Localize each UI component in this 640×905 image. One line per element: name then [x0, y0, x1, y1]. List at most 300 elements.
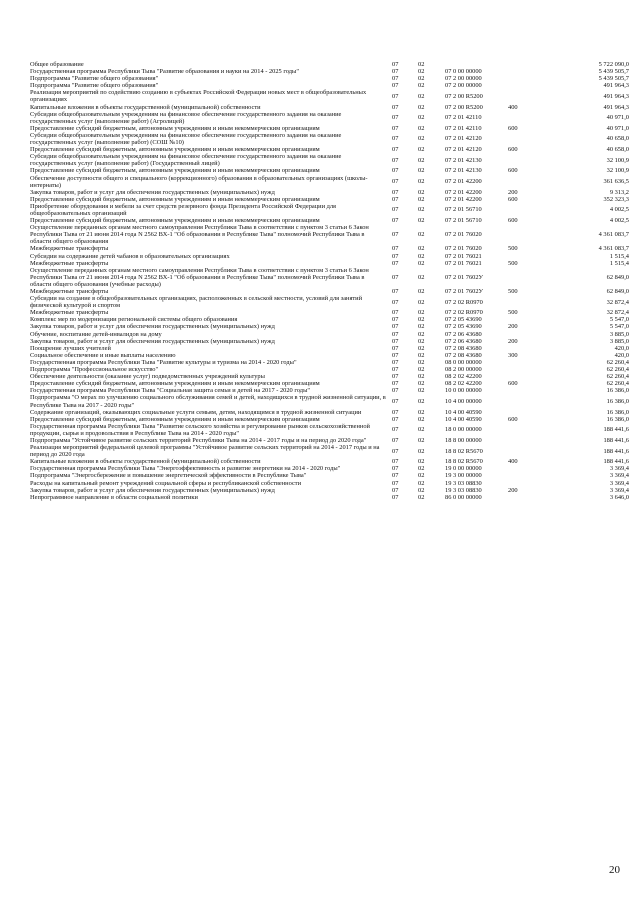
- table-row: [30, 416, 630, 423]
- table-row: [30, 331, 630, 338]
- row-name: Закупка товаров, работ и услуг для обеспечения государственных (муниципальных) нужд: [30, 486, 275, 494]
- row-subsection: 02: [418, 288, 425, 295]
- row-subsection: 02: [418, 146, 425, 154]
- row-target-article: 19 3 03 08830: [445, 479, 482, 487]
- row-section: 07: [392, 298, 399, 306]
- row-amount: 62 260,4: [606, 373, 629, 381]
- row-amount: 16 386,0: [606, 397, 629, 405]
- row-section: 07: [392, 323, 399, 331]
- row-section: 07: [392, 344, 399, 352]
- row-subsection: 02: [418, 493, 425, 501]
- row-subsection: 02: [418, 114, 425, 122]
- row-subsection: 02: [418, 135, 425, 143]
- row-name: Предоставление субсидий бюджетным, автономным учреждениям и иным некоммерческим организациям: [30, 195, 320, 203]
- row-name: Непрограммное направление в области социальной политики: [30, 493, 198, 501]
- row-section: 07: [392, 252, 399, 260]
- row-subsection: 02: [418, 387, 425, 395]
- row-amount: 4 361 083,7: [598, 231, 629, 239]
- row-subsection: 02: [418, 245, 425, 253]
- row-target-article: 07 2 01 76021: [445, 259, 482, 267]
- row-target-article: 07 2 08 43680: [445, 344, 482, 352]
- row-amount: 32 100,9: [606, 156, 629, 164]
- row-amount: 352 323,3: [603, 195, 629, 203]
- row-name: Социальное обеспечение и иные выплаты населению: [30, 351, 176, 359]
- row-expense-type: 600: [508, 415, 518, 423]
- row-target-article: 10 0 00 00000: [445, 387, 482, 395]
- row-amount: 40 658,0: [606, 135, 629, 143]
- row-target-article: 07 2 01 42130: [445, 167, 482, 175]
- table-row: [30, 153, 630, 167]
- row-name: Комплекс мер по модернизации региональной системы общего образования: [30, 316, 238, 324]
- row-name: Предоставление субсидий бюджетным, автономным учреждениям и иным некоммерческим организациям: [30, 124, 320, 132]
- table-row: [30, 373, 630, 380]
- table-row: [30, 132, 630, 146]
- row-subsection: 02: [418, 351, 425, 359]
- row-expense-type: 300: [508, 351, 518, 359]
- row-amount: 3 369,4: [609, 472, 629, 480]
- row-subsection: 02: [418, 75, 425, 83]
- row-section: 07: [392, 217, 399, 225]
- row-amount: 188 441,6: [603, 436, 629, 444]
- row-expense-type: 500: [508, 309, 518, 317]
- row-expense-type: 200: [508, 486, 518, 494]
- row-subsection: 02: [418, 366, 425, 374]
- row-target-article: 07 2 00 00000: [445, 82, 482, 90]
- table-row: [30, 323, 630, 330]
- row-section: 07: [392, 135, 399, 143]
- row-name: Капитальные вложения в объекты государственной (муниципальной) собственности: [30, 103, 261, 111]
- row-amount: 3 369,4: [609, 479, 629, 487]
- row-amount: 16 386,0: [606, 387, 629, 395]
- row-name: Предоставление субсидий бюджетным, автономным учреждениям и иным некоммерческим организациям: [30, 167, 320, 175]
- row-subsection: 02: [418, 252, 425, 260]
- row-name: Субсидии на содержание детей чабанов в образовательных организациях: [30, 252, 230, 260]
- row-subsection: 02: [418, 217, 425, 225]
- row-amount: 62 849,0: [606, 273, 629, 281]
- row-subsection: 02: [418, 373, 425, 381]
- row-name: Субсидии общеобразовательным учреждениям на финансовое обеспечение государственного задания на оказание государственных услуг (выполнение работ) (Государственный лицей): [30, 153, 342, 168]
- table-row: [30, 68, 630, 75]
- row-name: Подпрограмма "Развитие общего образования": [30, 75, 159, 83]
- row-section: 07: [392, 458, 399, 466]
- row-subsection: 02: [418, 486, 425, 494]
- table-row: [30, 409, 630, 416]
- row-target-article: 08 0 00 00000: [445, 358, 482, 366]
- row-amount: 40 658,0: [606, 146, 629, 154]
- row-amount: 491 964,3: [603, 103, 629, 111]
- table-row: [30, 480, 630, 487]
- row-name: Государственная программа Республики Тыва "Развитие сельского хозяйства и регулирование рынков сельскохозяйственной продукции, сырья и продовольствия в Республике Тыва на 2014 - 2020 годы": [30, 422, 370, 437]
- row-section: 07: [392, 146, 399, 154]
- row-section: 07: [392, 245, 399, 253]
- row-target-article: 07 2 01 42130: [445, 156, 482, 164]
- row-section: 07: [392, 415, 399, 423]
- table-row: [30, 494, 630, 501]
- row-amount: 491 964,3: [603, 92, 629, 100]
- row-name: Государственная программа Республики Тыва "Энергоэффективность и развитие энергетики на 2014 - 2020 годы": [30, 465, 341, 473]
- table-row: [30, 203, 630, 217]
- row-expense-type: 400: [508, 458, 518, 466]
- row-subsection: 02: [418, 426, 425, 434]
- row-subsection: 02: [418, 82, 425, 90]
- table-row: [30, 288, 630, 295]
- row-amount: 361 636,5: [603, 178, 629, 186]
- table-row: [30, 196, 630, 203]
- row-subsection: 02: [418, 124, 425, 132]
- row-expense-type: 600: [508, 124, 518, 132]
- row-section: 07: [392, 114, 399, 122]
- row-subsection: 02: [418, 316, 425, 324]
- row-subsection: 02: [418, 92, 425, 100]
- row-name: Приобретение оборудования и мебели за счет средств резервного фонда Президента Российской Федерации для общеобразовательных организаций: [30, 202, 336, 217]
- row-section: 07: [392, 337, 399, 345]
- row-name: Реализация мероприятий по содействию созданию в субъектах Российской Федерации новых мест в общеобразовательных организациях: [30, 89, 367, 104]
- row-section: 07: [392, 273, 399, 281]
- table-row: [30, 146, 630, 153]
- row-target-article: 07 2 01 42200: [445, 195, 482, 203]
- table-row: [30, 472, 630, 479]
- row-subsection: 02: [418, 458, 425, 466]
- row-section: 07: [392, 188, 399, 196]
- table-row: [30, 253, 630, 260]
- row-amount: 16 386,0: [606, 408, 629, 416]
- row-subsection: 02: [418, 330, 425, 338]
- row-name: Межбюджетные трансферты: [30, 245, 109, 253]
- row-name: Государственная программа Республики Тыва "Социальная защита семьи и детей на 2017 - 2020 годы": [30, 387, 310, 395]
- row-amount: 188 441,6: [603, 426, 629, 434]
- row-subsection: 02: [418, 380, 425, 388]
- row-expense-type: 500: [508, 259, 518, 267]
- row-section: 07: [392, 61, 399, 68]
- row-section: 07: [392, 178, 399, 186]
- row-subsection: 02: [418, 298, 425, 306]
- row-target-article: 07 2 06 43680: [445, 330, 482, 338]
- row-amount: 5 547,0: [609, 323, 629, 331]
- row-target-article: 18 0 00 00000: [445, 426, 482, 434]
- row-name: Реализация мероприятий федеральной целевой программы "Устойчивое развитие сельских территорий на 2014 - 2017 годы и на период до 2020 года: [30, 444, 380, 459]
- row-name: Общее образование: [30, 61, 84, 68]
- row-section: 07: [392, 206, 399, 214]
- row-amount: 1 515,4: [609, 252, 629, 260]
- row-section: 07: [392, 103, 399, 111]
- row-section: 07: [392, 82, 399, 90]
- row-subsection: 02: [418, 415, 425, 423]
- table-row: [30, 437, 630, 444]
- row-expense-type: 400: [508, 103, 518, 111]
- row-amount: 1 515,4: [609, 259, 629, 267]
- table-row: [30, 82, 630, 89]
- table-row: [30, 345, 630, 352]
- table-row: [30, 224, 630, 245]
- row-name: Подпрограмма "Энергосбережение и повышение энергетической эффективности в Республике Тыва": [30, 472, 307, 480]
- table-row: [30, 359, 630, 366]
- row-section: 07: [392, 358, 399, 366]
- row-target-article: 19 3 03 08830: [445, 486, 482, 494]
- table-row: [30, 338, 630, 345]
- row-target-article: 07 2 01 76020: [445, 231, 482, 239]
- row-section: 07: [392, 351, 399, 359]
- row-amount: 3 646,0: [609, 493, 629, 501]
- row-target-article: 07 2 00 R5200: [445, 103, 483, 111]
- row-name: Субсидии на создание в общеобразовательных организациях, расположенных в сельской местности, условий для занятий физической культурой и спортом: [30, 295, 363, 310]
- table-row: [30, 104, 630, 111]
- row-name: Межбюджетные трансферты: [30, 309, 109, 317]
- row-amount: 9 313,2: [609, 188, 629, 196]
- row-amount: 62 849,0: [606, 288, 629, 295]
- row-amount: 3 369,4: [609, 486, 629, 494]
- row-expense-type: 600: [508, 195, 518, 203]
- row-section: 07: [392, 486, 399, 494]
- row-name: Осуществление переданных органам местного самоуправления Республики Тыва в соответствии с пунктом 3 статьи 6 Закон Республики Тыва от 21 июня 2014 года N 2562 ВХ-1 "Об образовании в Республике Тыва" полномочий Республики Тыва в области общего образования: [30, 224, 369, 246]
- row-amount: 188 441,6: [603, 458, 629, 466]
- row-subsection: 02: [418, 178, 425, 186]
- row-target-article: 10 4 00 40590: [445, 415, 482, 423]
- row-target-article: 08 2 00 00000: [445, 366, 482, 374]
- row-target-article: 08 2 02 42200: [445, 373, 482, 381]
- row-name: Осуществление переданных органам местного самоуправления Республики Тыва в соответствии с пунктом 3 статьи 6 Закон Республики Тыва от 21 июня 2014 года N 2562 ВХ-1 "Об образовании в Республике Тыва" полномочий Республики Тыва в области общего образования (учебные расходы): [30, 266, 369, 288]
- row-subsection: 02: [418, 436, 425, 444]
- row-target-article: 07 2 05 43690: [445, 316, 482, 324]
- row-name: Обеспечение доступности общего и специального (коррекционного) образования в образовательных организациях (школы-интернаты): [30, 174, 368, 189]
- row-amount: 40 971,0: [606, 124, 629, 132]
- row-expense-type: 600: [508, 380, 518, 388]
- table-row: [30, 295, 630, 309]
- table-row: [30, 245, 630, 252]
- row-name: Закупка товаров, работ и услуг для обеспечения государственных (муниципальных) нужд: [30, 337, 275, 345]
- row-target-article: 07 2 01 42110: [445, 124, 482, 132]
- row-subsection: 02: [418, 167, 425, 175]
- row-target-article: 07 2 01 42120: [445, 146, 482, 154]
- row-target-article: 18 8 00 00000: [445, 436, 482, 444]
- row-section: 07: [392, 75, 399, 83]
- row-target-article: 07 2 01 42110: [445, 114, 482, 122]
- row-section: 07: [392, 426, 399, 434]
- row-section: 07: [392, 259, 399, 267]
- row-amount: 62 260,4: [606, 358, 629, 366]
- row-name: Расходы на капитальный ремонт учреждений социальной сферы и республиканской собственности: [30, 479, 302, 487]
- row-name: Межбюджетные трансферты: [30, 288, 109, 295]
- row-section: 07: [392, 68, 399, 76]
- row-subsection: 02: [418, 309, 425, 317]
- row-amount: 491 964,3: [603, 82, 629, 90]
- row-name: Государственная программа Республики Тыва "Развитие образования и науки на 2014 - 2025 годы": [30, 68, 299, 76]
- row-target-article: 07 2 01 76020: [445, 245, 482, 253]
- row-name: Предоставление субсидий бюджетным, автономным учреждениям и иным некоммерческим организациям: [30, 415, 320, 423]
- row-target-article: 18 8 02 R5670: [445, 447, 483, 455]
- row-amount: 420,0: [614, 344, 629, 352]
- row-name: Обучение, воспитание детей-инвалидов на дому: [30, 330, 162, 338]
- row-subsection: 02: [418, 472, 425, 480]
- budget-table: [30, 61, 630, 501]
- row-amount: 3 885,0: [609, 337, 629, 345]
- row-target-article: 07 2 01 7602У: [445, 273, 484, 281]
- row-subsection: 02: [418, 103, 425, 111]
- table-row: [30, 352, 630, 359]
- row-target-article: 07 2 05 43690: [445, 323, 482, 331]
- row-subsection: 02: [418, 61, 425, 68]
- table-row: [30, 380, 630, 387]
- row-section: 07: [392, 447, 399, 455]
- row-subsection: 02: [418, 68, 425, 76]
- row-subsection: 02: [418, 479, 425, 487]
- row-amount: 40 971,0: [606, 114, 629, 122]
- table-row: [30, 189, 630, 196]
- row-subsection: 02: [418, 195, 425, 203]
- row-section: 07: [392, 366, 399, 374]
- row-section: 07: [392, 316, 399, 324]
- row-subsection: 02: [418, 259, 425, 267]
- row-target-article: 08 2 02 42200: [445, 380, 482, 388]
- table-row: [30, 111, 630, 125]
- row-name: Предоставление субсидий бюджетным, автономным учреждениям и иным некоммерческим организациям: [30, 217, 320, 225]
- row-name: Обеспечение деятельности (оказание услуг) подведомственных учреждений культуры: [30, 373, 265, 381]
- row-target-article: 19 0 00 00000: [445, 465, 482, 473]
- row-subsection: 02: [418, 397, 425, 405]
- row-expense-type: 200: [508, 188, 518, 196]
- row-section: 07: [392, 124, 399, 132]
- row-subsection: 02: [418, 344, 425, 352]
- row-target-article: 07 2 01 76021: [445, 252, 482, 260]
- row-amount: 3 369,4: [609, 465, 629, 473]
- row-subsection: 02: [418, 156, 425, 164]
- row-expense-type: 600: [508, 146, 518, 154]
- row-expense-type: 600: [508, 167, 518, 175]
- row-name: Субсидии общеобразовательным учреждениям на финансовое обеспечение государственного задания на оказание государственных услуг (выполнение работ) (Агролицей): [30, 110, 342, 125]
- row-section: 07: [392, 493, 399, 501]
- row-section: 07: [392, 167, 399, 175]
- row-amount: 4 002,5: [609, 206, 629, 214]
- row-subsection: 02: [418, 465, 425, 473]
- row-target-article: 19 3 00 00000: [445, 472, 482, 480]
- table-row: [30, 387, 630, 394]
- table-row: [30, 465, 630, 472]
- table-row: [30, 366, 630, 373]
- row-amount: 62 260,4: [606, 366, 629, 374]
- row-section: 07: [392, 288, 399, 295]
- row-section: 07: [392, 309, 399, 317]
- row-target-article: 07 2 00 R5200: [445, 92, 483, 100]
- row-amount: 3 885,0: [609, 330, 629, 338]
- row-amount: 188 441,6: [603, 447, 629, 455]
- row-section: 07: [392, 436, 399, 444]
- table-row: [30, 444, 630, 458]
- row-section: 07: [392, 231, 399, 239]
- row-name: Подпрограмма "Устойчивое развитие сельских территорий Республики Тыва на 2014 - 2017 годы и на период до 2020 года": [30, 436, 367, 444]
- table-row: [30, 260, 630, 267]
- row-expense-type: 500: [508, 245, 518, 253]
- row-expense-type: 600: [508, 217, 518, 225]
- table-row: [30, 125, 630, 132]
- table-row: [30, 175, 630, 189]
- row-name: Межбюджетные трансферты: [30, 259, 109, 267]
- row-amount: 5 439 505,7: [598, 75, 629, 83]
- table-row: [30, 309, 630, 316]
- row-section: 07: [392, 373, 399, 381]
- row-amount: 5 439 505,7: [598, 68, 629, 76]
- row-name: Закупка товаров, работ и услуг для обеспечения государственных (муниципальных) нужд: [30, 323, 275, 331]
- row-subsection: 02: [418, 358, 425, 366]
- row-name: Предоставление субсидий бюджетным, автономным учреждениям и иным некоммерческим организациям: [30, 380, 320, 388]
- row-section: 07: [392, 479, 399, 487]
- row-section: 07: [392, 465, 399, 473]
- row-amount: 420,0: [614, 351, 629, 359]
- row-subsection: 02: [418, 206, 425, 214]
- row-subsection: 02: [418, 188, 425, 196]
- row-amount: 32 872,4: [606, 298, 629, 306]
- row-amount: 5 722 090,0: [598, 61, 629, 68]
- row-target-article: 18 8 02 R5670: [445, 458, 483, 466]
- row-amount: 62 260,4: [606, 380, 629, 388]
- row-name: Капитальные вложения в объекты государственной (муниципальной) собственности: [30, 458, 261, 466]
- row-section: 07: [392, 472, 399, 480]
- row-name: Подпрограмма "Развитие общего образования": [30, 82, 159, 90]
- row-name: Государственная программа Республики Тыва "Развитие культуры и туризма на 2014 - 2020 годы": [30, 358, 297, 366]
- row-target-article: 86 0 00 00000: [445, 493, 482, 501]
- row-subsection: 02: [418, 408, 425, 416]
- row-target-article: 07 2 00 00000: [445, 75, 482, 83]
- table-row: [30, 267, 630, 288]
- row-target-article: 10 4 00 00000: [445, 397, 482, 405]
- row-target-article: 07 2 01 56710: [445, 217, 482, 225]
- row-target-article: 07 2 02 R0970: [445, 298, 483, 306]
- row-name: Содержание организаций, оказывающих социальные услуги семьям, детям, находящимся в трудной жизненной ситуации: [30, 408, 362, 416]
- row-target-article: 07 2 01 42200: [445, 188, 482, 196]
- row-amount: 5 547,0: [609, 316, 629, 324]
- row-subsection: 02: [418, 323, 425, 331]
- table-row: [30, 458, 630, 465]
- row-target-article: 07 2 01 7602У: [445, 288, 484, 295]
- page-number: 20: [609, 864, 620, 876]
- row-subsection: 02: [418, 447, 425, 455]
- row-target-article: 07 2 01 42200: [445, 178, 482, 186]
- row-target-article: 07 2 02 R0970: [445, 309, 483, 317]
- row-section: 07: [392, 92, 399, 100]
- row-target-article: 07 2 06 43680: [445, 337, 482, 345]
- row-name: Подпрограмма "О мерах по улучшению социального обслуживания семей и детей, находящихся в трудной жизненной ситуации, в Республике Тыва на 2017 - 2020 годы": [30, 394, 386, 409]
- row-section: 07: [392, 408, 399, 416]
- row-section: 07: [392, 156, 399, 164]
- table-row: [30, 394, 630, 408]
- row-target-article: 07 2 01 56710: [445, 206, 482, 214]
- row-name: Предоставление субсидий бюджетным, автономным учреждениям и иным некоммерческим организациям: [30, 146, 320, 154]
- row-target-article: 07 2 01 42120: [445, 135, 482, 143]
- row-name: Закупка товаров, работ и услуг для обеспечения государственных (муниципальных) нужд: [30, 188, 275, 196]
- row-section: 07: [392, 380, 399, 388]
- row-subsection: 02: [418, 273, 425, 281]
- row-name: Поощрение лучших учителей: [30, 344, 111, 352]
- row-amount: 32 872,4: [606, 309, 629, 317]
- row-section: 07: [392, 397, 399, 405]
- row-amount: 32 100,9: [606, 167, 629, 175]
- row-section: 07: [392, 387, 399, 395]
- table-row: [30, 167, 630, 174]
- table-row: [30, 487, 630, 494]
- row-subsection: 02: [418, 337, 425, 345]
- row-expense-type: 200: [508, 323, 518, 331]
- row-name: Подпрограмма "Профессиональное искусство": [30, 366, 159, 374]
- row-name: Субсидии общеобразовательным учреждениям на финансовое обеспечение государственного задания на оказание государственных услуг (выполнение работ) (СОШ №10): [30, 131, 342, 147]
- table-row: [30, 217, 630, 224]
- row-target-article: 10 4 00 40590: [445, 408, 482, 416]
- row-expense-type: 500: [508, 288, 518, 295]
- row-amount: 4 361 083,7: [598, 245, 629, 253]
- row-amount: 16 386,0: [606, 415, 629, 423]
- row-expense-type: 200: [508, 337, 518, 345]
- table-row: [30, 89, 630, 103]
- table-row: [30, 316, 630, 323]
- table-row: [30, 423, 630, 437]
- row-target-article: 07 2 08 43680: [445, 351, 482, 359]
